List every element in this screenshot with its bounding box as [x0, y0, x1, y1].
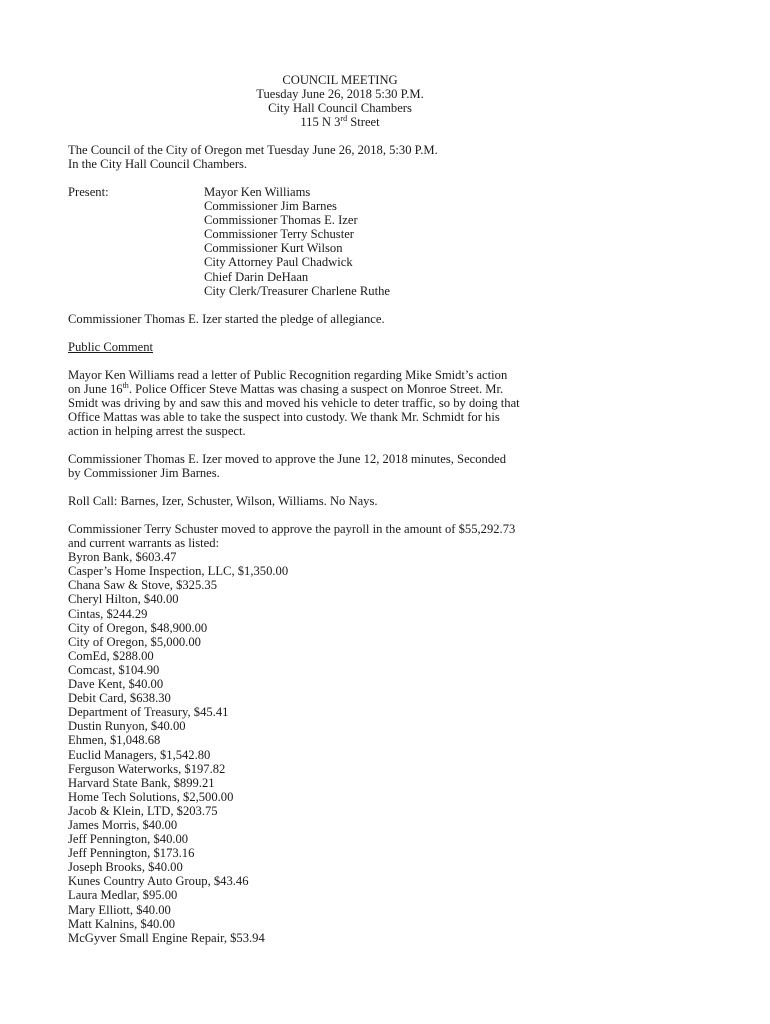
- warrant-item: Cintas, $244.29: [68, 606, 148, 621]
- warrant-item: ComEd, $288.00: [68, 648, 154, 663]
- paragraph-line: action in helping arrest the suspect.: [68, 424, 246, 439]
- present-member: Mayor Ken Williams: [204, 185, 311, 199]
- present-member: Commissioner Thomas E. Izer: [204, 213, 358, 228]
- address-street: Street: [347, 115, 380, 130]
- pledge-paragraph: Commissioner Thomas E. Izer started the pledge of allegiance.: [68, 312, 385, 326]
- meeting-location: City Hall Council Chambers: [268, 101, 412, 116]
- public-comment-paragraph: [68, 368, 520, 438]
- warrant-item: Dave Kent, $40.00: [68, 677, 164, 692]
- paragraph-line: Mayor Ken Williams read a letter of Public Recognition regarding Mike Smidt’s action: [68, 368, 508, 382]
- present-list: [204, 185, 390, 298]
- present-member: Commissioner Kurt Wilson: [204, 241, 343, 256]
- warrant-item: Debit Card, $638.30: [68, 691, 171, 706]
- paragraph-line: [68, 382, 520, 396]
- line-text: on June 16: [68, 382, 123, 397]
- present-member: City Clerk/Treasurer Charlene Ruthe: [204, 283, 390, 298]
- warrant-item: Chana Saw & Stove, $325.35: [68, 578, 218, 593]
- warrant-item: Casper’s Home Inspection, LLC, $1,350.00: [68, 564, 289, 579]
- intro-line: The Council of the City of Oregon met Tuesday June 26, 2018, 5:30 P.M.: [68, 143, 438, 157]
- warrant-item: Jacob & Klein, LTD, $203.75: [68, 803, 218, 818]
- warrant-item: Harvard State Bank, $899.21: [68, 775, 215, 790]
- warrant-item: Byron Bank, $603.47: [68, 550, 177, 565]
- warrant-item: Dustin Runyon, $40.00: [68, 719, 186, 734]
- present-member: City Attorney Paul Chadwick: [204, 255, 353, 270]
- address-text: 115 N 3: [300, 115, 341, 130]
- address-ordinal: rd: [340, 114, 348, 124]
- meeting-title: COUNCIL MEETING: [282, 73, 398, 87]
- warrant-item: City of Oregon, $5,000.00: [68, 634, 201, 649]
- warrant-item: Department of Treasury, $45.41: [68, 705, 229, 720]
- present-member: Chief Darin DeHaan: [204, 269, 309, 284]
- paragraph-line: Commissioner Thomas E. Izer moved to approve the June 12, 2018 minutes, Seconded: [68, 452, 507, 466]
- warrant-item: Ehmen, $1,048.68: [68, 733, 161, 748]
- warrant-item: Laura Medlar, $95.00: [68, 888, 178, 903]
- warrants-list: [68, 550, 515, 945]
- public-comment-heading: Public Comment: [68, 340, 154, 354]
- minutes-motion-paragraph: [68, 452, 506, 480]
- warrant-item: Mary Elliott, $40.00: [68, 902, 171, 917]
- intro-line: In the City Hall Council Chambers.: [68, 157, 248, 172]
- payroll-motion-paragraph: [68, 522, 515, 945]
- warrant-item: Home Tech Solutions, $2,500.00: [68, 789, 234, 804]
- present-member: Commissioner Terry Schuster: [204, 227, 354, 242]
- warrant-item: Matt Kalnins, $40.00: [68, 916, 176, 931]
- present-member: Commissioner Jim Barnes: [204, 199, 337, 214]
- warrant-item: Kunes Country Auto Group, $43.46: [68, 874, 249, 889]
- paragraph-line: by Commissioner Jim Barnes.: [68, 466, 220, 481]
- line-text: . Police Officer Steve Mattas was chasing a suspect on Monroe Street. Mr.: [128, 382, 504, 397]
- warrant-item: Comcast, $104.90: [68, 662, 160, 677]
- warrant-item: Ferguson Waterworks, $197.82: [68, 761, 226, 776]
- warrant-item: Joseph Brooks, $40.00: [68, 860, 183, 875]
- meeting-datetime: Tuesday June 26, 2018 5:30 P.M.: [256, 87, 424, 102]
- paragraph-line: Smidt was driving by and saw this and moved his vehicle to deter traffic, so by doing that: [68, 396, 520, 411]
- paragraph-line: Office Mattas was able to take the suspect into custody. We thank Mr. Schmidt for his: [68, 410, 500, 425]
- warrant-item: James Morris, $40.00: [68, 817, 178, 832]
- roll-call: Roll Call: Barnes, Izer, Schuster, Wilson, Williams. No Nays.: [68, 494, 378, 508]
- paragraph-line: and current warrants as listed:: [68, 536, 220, 551]
- warrant-item: Jeff Pennington, $173.16: [68, 846, 195, 861]
- warrant-item: Jeff Pennington, $40.00: [68, 832, 189, 847]
- warrant-item: McGyver Small Engine Repair, $53.94: [68, 930, 265, 945]
- present-label: Present:: [68, 185, 109, 199]
- warrant-item: Euclid Managers, $1,542.80: [68, 747, 211, 762]
- meeting-address: [0, 115, 680, 129]
- date-ordinal: th: [122, 380, 129, 390]
- paragraph-line: Commissioner Terry Schuster moved to approve the payroll in the amount of $55,292.73: [68, 522, 516, 536]
- warrant-item: Cheryl Hilton, $40.00: [68, 592, 179, 607]
- intro-paragraph: [68, 143, 438, 171]
- meeting-header: [0, 73, 680, 129]
- warrant-item: City of Oregon, $48,900.00: [68, 620, 208, 635]
